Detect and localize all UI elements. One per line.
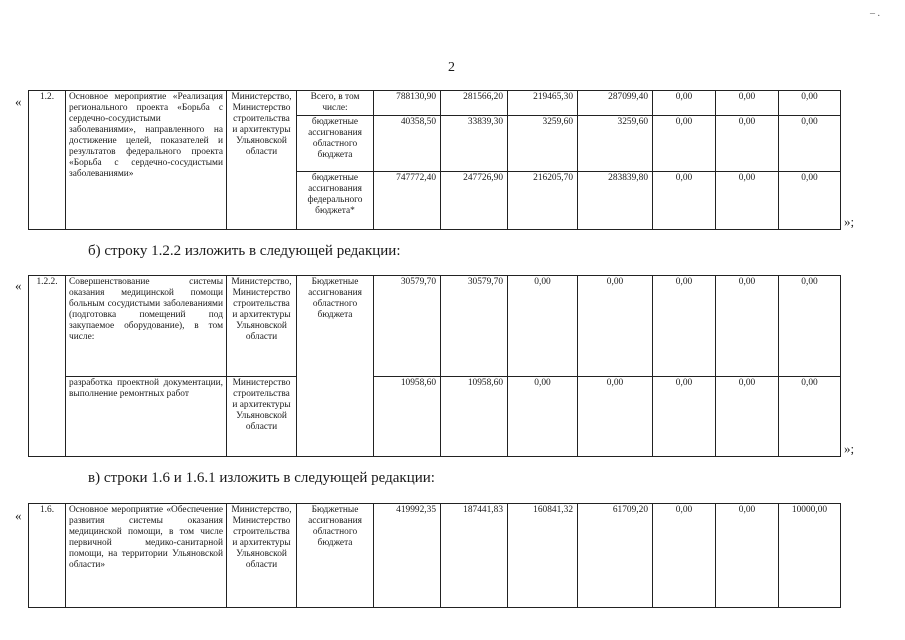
funding-source: бюджетные ассигнования федерального бюджета* — [297, 172, 374, 230]
value-cell: 0,00 — [716, 91, 779, 116]
value-cell: 0,00 — [779, 276, 841, 377]
table-row-1-2 — [28, 90, 841, 230]
caption-c: в) строки 1.6 и 1.6.1 изложить в следующей редакции: — [88, 470, 435, 486]
value-cell: 0,00 — [779, 172, 841, 230]
value-cell: 30579,70 — [374, 276, 441, 377]
value-cell: 10958,60 — [374, 377, 441, 457]
value-cell: 30579,70 — [441, 276, 508, 377]
value-cell: 0,00 — [716, 116, 779, 172]
quote-open-2: « — [15, 278, 22, 293]
quote-close-2: »; — [844, 441, 855, 456]
value-cell: 0,00 — [716, 276, 779, 377]
value-cell: 10958,60 — [441, 377, 508, 457]
value-cell: 0,00 — [653, 172, 716, 230]
value-cell: 419992,35 — [374, 504, 441, 608]
value-cell: 0,00 — [653, 91, 716, 116]
executor: Министерство, Министерство строительства и архитектуры Ульяновской области — [227, 504, 297, 608]
value-cell: 0,00 — [716, 172, 779, 230]
value-cell: 33839,30 — [441, 116, 508, 172]
value-cell: 10000,00 — [779, 504, 841, 608]
value-cell: 283839,80 — [578, 172, 653, 230]
quote-open-3: « — [15, 508, 22, 523]
caption-b: б) строку 1.2.2 изложить в следующей редакции: — [88, 243, 401, 259]
value-cell: 3259,60 — [508, 116, 578, 172]
value-cell: 40358,50 — [374, 116, 441, 172]
measure-name: Основное мероприятие «Обеспечение развития системы оказания медицинской помощи, в том числе первичной медико-санитарной помощи, на территории Ульяновской области» — [66, 504, 227, 608]
funding-source: Всего, в том числе: — [297, 91, 374, 116]
quote-open-1: « — [15, 94, 22, 109]
funding-source: бюджетные ассигнования областного бюджета — [297, 116, 374, 172]
value-cell: 61709,20 — [578, 504, 653, 608]
value-cell: 0,00 — [716, 504, 779, 608]
value-cell: 747772,40 — [374, 172, 441, 230]
value-cell: 219465,30 — [508, 91, 578, 116]
value-cell: 160841,32 — [508, 504, 578, 608]
value-cell: 281566,20 — [441, 91, 508, 116]
value-cell: 0,00 — [578, 377, 653, 457]
top-mark: – . — [870, 8, 880, 19]
executor: Министерство строительства и архитектуры Ульяновской области — [227, 377, 297, 457]
row-number: 1.2. — [29, 91, 66, 230]
table-row-1-6 — [28, 503, 841, 608]
value-cell: 788130,90 — [374, 91, 441, 116]
value-cell: 0,00 — [716, 377, 779, 457]
value-cell: 247726,90 — [441, 172, 508, 230]
value-cell: 0,00 — [508, 377, 578, 457]
value-cell: 216205,70 — [508, 172, 578, 230]
value-cell: 0,00 — [779, 91, 841, 116]
value-cell: 0,00 — [653, 504, 716, 608]
executor: Министерство, Министерство строительства и архитектуры Ульяновской области — [227, 276, 297, 377]
value-cell: 0,00 — [508, 276, 578, 377]
value-cell: 3259,60 — [578, 116, 653, 172]
value-cell: 0,00 — [779, 377, 841, 457]
quote-close-1: »; — [844, 214, 855, 229]
value-cell: 0,00 — [578, 276, 653, 377]
funding-source: Бюджетные ассигнования областного бюджета — [297, 276, 374, 457]
page-number: 2 — [448, 60, 455, 75]
value-cell: 0,00 — [653, 116, 716, 172]
value-cell: 0,00 — [653, 377, 716, 457]
value-cell: 187441,83 — [441, 504, 508, 608]
table-row-1-2-2 — [28, 275, 841, 457]
funding-source: Бюджетные ассигнования областного бюджета — [297, 504, 374, 608]
measure-name: разработка проектной документации, выполнение ремонтных работ — [66, 377, 227, 457]
measure-name: Совершенствование системы оказания медицинской помощи больным сосудистыми заболеваниями (подготовка помещений под закупаемое оборудование), в том числе: — [66, 276, 227, 377]
executor: Министерство, Министерство строительства и архитектуры Ульяновской области — [227, 91, 297, 230]
row-number: 1.2.2. — [29, 276, 66, 457]
value-cell: 0,00 — [779, 116, 841, 172]
value-cell: 0,00 — [653, 276, 716, 377]
value-cell: 287099,40 — [578, 91, 653, 116]
row-number: 1.6. — [29, 504, 66, 608]
measure-name: Основное мероприятие «Реализация регионального проекта «Борьба с сердечно-сосудистыми заболеваниями», направленного на достижение целей, показателей и результатов федерального проекта «Борьба с сердечно-сосудистыми заболеваниями» — [66, 91, 227, 230]
